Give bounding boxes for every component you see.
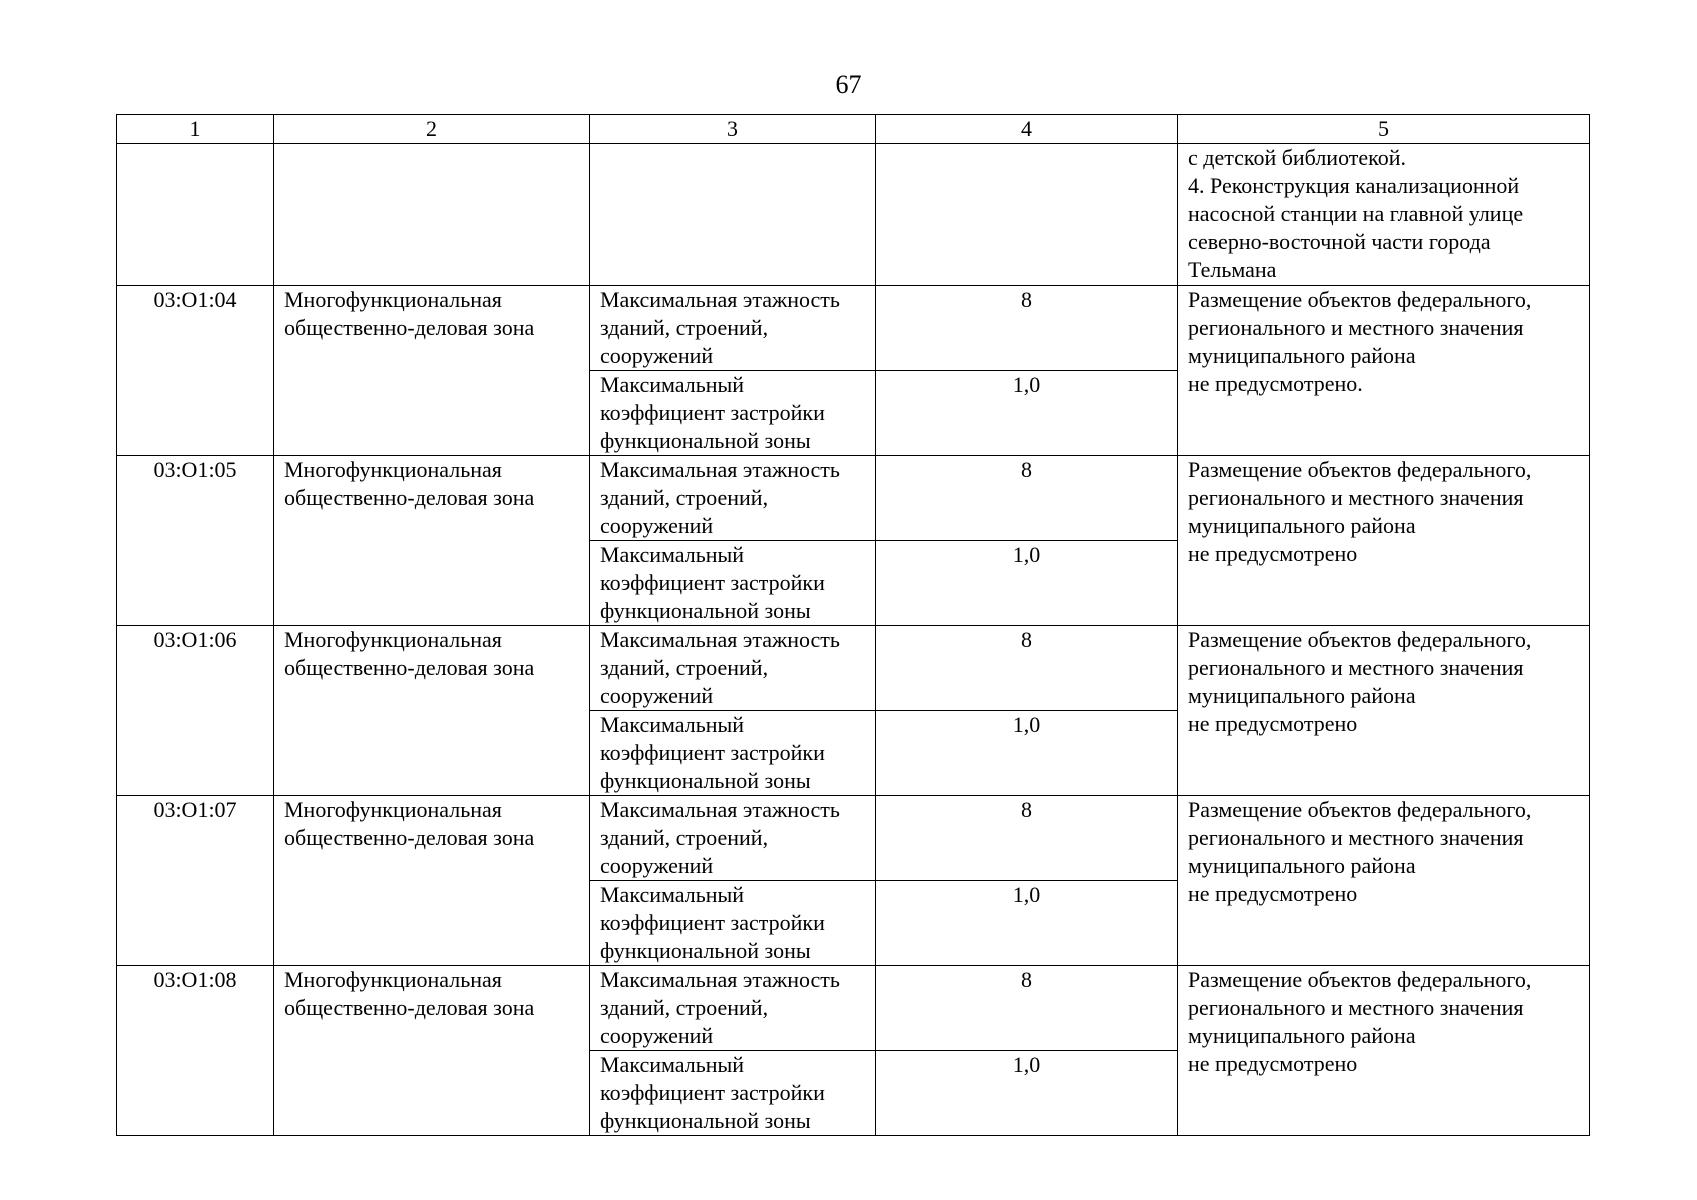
note-cell xyxy=(1178,796,1590,966)
header-cell-3: 3 xyxy=(590,115,876,144)
parameter-floors-cell xyxy=(590,286,876,371)
zone-name-line: общественно-деловая зона xyxy=(284,485,535,510)
parameter-line: зданий, строений, xyxy=(600,655,769,680)
note-cell xyxy=(1178,626,1590,796)
header-cell-2: 2 xyxy=(274,115,590,144)
parameter-floors-cell xyxy=(590,456,876,541)
value-floors-cell: 8 xyxy=(876,456,1178,541)
note-line: Размещение объектов федерального, xyxy=(1188,287,1532,312)
parameter-line: функциональной зоны xyxy=(600,428,811,453)
parameter-line: сооружений xyxy=(600,683,714,708)
parameter-line: коэффициент застройки xyxy=(600,570,825,595)
note-line: муниципального района xyxy=(1188,853,1416,878)
parameter-line: сооружений xyxy=(600,1023,714,1048)
zone-row xyxy=(117,626,1590,711)
zone-name-line: Многофункциональная xyxy=(284,627,502,652)
header-cell-4: 4 xyxy=(876,115,1178,144)
parameter-line: Максимальная этажность xyxy=(600,627,840,652)
zone-name-line: Многофункциональная xyxy=(284,967,502,992)
parameter-line: сооружений xyxy=(600,343,714,368)
zone-code-cell: 03:O1:08 xyxy=(117,966,274,1136)
zone-code-cell: 03:O1:04 xyxy=(117,286,274,456)
zone-code-cell: 03:O1:05 xyxy=(117,456,274,626)
continuation-value-cell xyxy=(876,144,1178,286)
zone-name-line: общественно-деловая зона xyxy=(284,995,535,1020)
parameter-line: функциональной зоны xyxy=(600,598,811,623)
parameter-line: зданий, строений, xyxy=(600,315,769,340)
zone-row xyxy=(117,286,1590,371)
note-cell xyxy=(1178,966,1590,1136)
parameter-coefficient-cell xyxy=(590,371,876,456)
note-line: муниципального района xyxy=(1188,343,1416,368)
zone-name-line: общественно-деловая зона xyxy=(284,655,535,680)
note-line: Размещение объектов федерального, xyxy=(1188,967,1532,992)
parameter-line: Максимальный xyxy=(600,712,745,737)
parameter-line: сооружений xyxy=(600,853,714,878)
zone-code-cell: 03:O1:07 xyxy=(117,796,274,966)
parameter-line: Максимальный xyxy=(600,372,745,397)
note-line: регионального и местного значения xyxy=(1188,485,1524,510)
note-line: муниципального района xyxy=(1188,1023,1416,1048)
parameter-line: Максимальный xyxy=(600,1052,745,1077)
continuation-note-line: Тельмана xyxy=(1188,257,1277,282)
parameter-line: Максимальная этажность xyxy=(600,967,840,992)
parameter-line: зданий, строений, xyxy=(600,995,769,1020)
continuation-zone-cell xyxy=(274,144,590,286)
parameter-line: Максимальный xyxy=(600,882,745,907)
parameter-floors-cell xyxy=(590,966,876,1051)
table-header-row xyxy=(117,115,1590,144)
note-line: не предусмотрено xyxy=(1188,1051,1358,1076)
zone-name-line: Многофункциональная xyxy=(284,287,502,312)
parameter-line: коэффициент застройки xyxy=(600,740,825,765)
parameter-line: зданий, строений, xyxy=(600,485,769,510)
continuation-note-line: северно-восточной части города xyxy=(1188,229,1491,254)
note-line: не предусмотрено xyxy=(1188,711,1358,736)
value-coefficient-cell: 1,0 xyxy=(876,371,1178,456)
note-line: не предусмотрено xyxy=(1188,881,1358,906)
parameter-line: Максимальная этажность xyxy=(600,457,840,482)
header-cell-1: 1 xyxy=(117,115,274,144)
value-coefficient-cell: 1,0 xyxy=(876,711,1178,796)
parameter-line: функциональной зоны xyxy=(600,768,811,793)
note-line: регионального и местного значения xyxy=(1188,655,1524,680)
parameter-coefficient-cell xyxy=(590,881,876,966)
continuation-param-cell xyxy=(590,144,876,286)
zone-name-line: Многофункциональная xyxy=(284,797,502,822)
note-line: муниципального района xyxy=(1188,513,1416,538)
parameter-line: коэффициент застройки xyxy=(600,910,825,935)
value-floors-cell: 8 xyxy=(876,966,1178,1051)
note-line: регионального и местного значения xyxy=(1188,825,1524,850)
continuation-code-cell xyxy=(117,144,274,286)
note-cell xyxy=(1178,456,1590,626)
table-body xyxy=(117,115,1590,1136)
zone-code-cell: 03:O1:06 xyxy=(117,626,274,796)
continuation-note-line: насосной станции на главной улице xyxy=(1188,201,1524,226)
parameter-line: Максимальный xyxy=(600,542,745,567)
zone-name-cell xyxy=(274,626,590,796)
note-line: муниципального района xyxy=(1188,683,1416,708)
parameter-floors-cell xyxy=(590,796,876,881)
value-floors-cell: 8 xyxy=(876,286,1178,371)
continuation-note-cell xyxy=(1178,144,1590,286)
note-cell xyxy=(1178,286,1590,456)
parameter-line: функциональной зоны xyxy=(600,938,811,963)
header-cell-5: 5 xyxy=(1178,115,1590,144)
parameter-line: функциональной зоны xyxy=(600,1108,811,1133)
parameter-line: коэффициент застройки xyxy=(600,400,825,425)
zone-name-cell xyxy=(274,286,590,456)
value-floors-cell: 8 xyxy=(876,626,1178,711)
zone-name-cell xyxy=(274,966,590,1136)
continuation-note-line: 4. Реконструкция канализационной xyxy=(1188,173,1520,198)
note-line: не предусмотрено xyxy=(1188,541,1358,566)
note-line: Размещение объектов федерального, xyxy=(1188,457,1532,482)
note-line: не предусмотрено. xyxy=(1188,371,1363,396)
parameter-line: Максимальная этажность xyxy=(600,287,840,312)
parameter-line: зданий, строений, xyxy=(600,825,769,850)
zone-row xyxy=(117,966,1590,1051)
zone-name-line: общественно-деловая зона xyxy=(284,825,535,850)
parameter-line: коэффициент застройки xyxy=(600,1080,825,1105)
value-floors-cell: 8 xyxy=(876,796,1178,881)
parameter-line: сооружений xyxy=(600,513,714,538)
note-line: Размещение объектов федерального, xyxy=(1188,797,1532,822)
zone-name-cell xyxy=(274,456,590,626)
value-coefficient-cell: 1,0 xyxy=(876,541,1178,626)
note-line: регионального и местного значения xyxy=(1188,315,1524,340)
parameter-line: Максимальная этажность xyxy=(600,797,840,822)
parameter-floors-cell xyxy=(590,626,876,711)
zone-name-line: общественно-деловая зона xyxy=(284,315,535,340)
note-line: регионального и местного значения xyxy=(1188,995,1524,1020)
parameter-coefficient-cell xyxy=(590,711,876,796)
continuation-row xyxy=(117,144,1590,286)
zone-name-cell xyxy=(274,796,590,966)
zone-name-line: Многофункциональная xyxy=(284,457,502,482)
page-number: 67 xyxy=(835,70,862,99)
zone-row xyxy=(117,456,1590,541)
value-coefficient-cell: 1,0 xyxy=(876,1051,1178,1136)
zones-table xyxy=(116,114,1590,1136)
zone-row xyxy=(117,796,1590,881)
note-line: Размещение объектов федерального, xyxy=(1188,627,1532,652)
parameter-coefficient-cell xyxy=(590,541,876,626)
value-coefficient-cell: 1,0 xyxy=(876,881,1178,966)
continuation-note-line: с детской библиотекой. xyxy=(1188,145,1407,170)
parameter-coefficient-cell xyxy=(590,1051,876,1136)
